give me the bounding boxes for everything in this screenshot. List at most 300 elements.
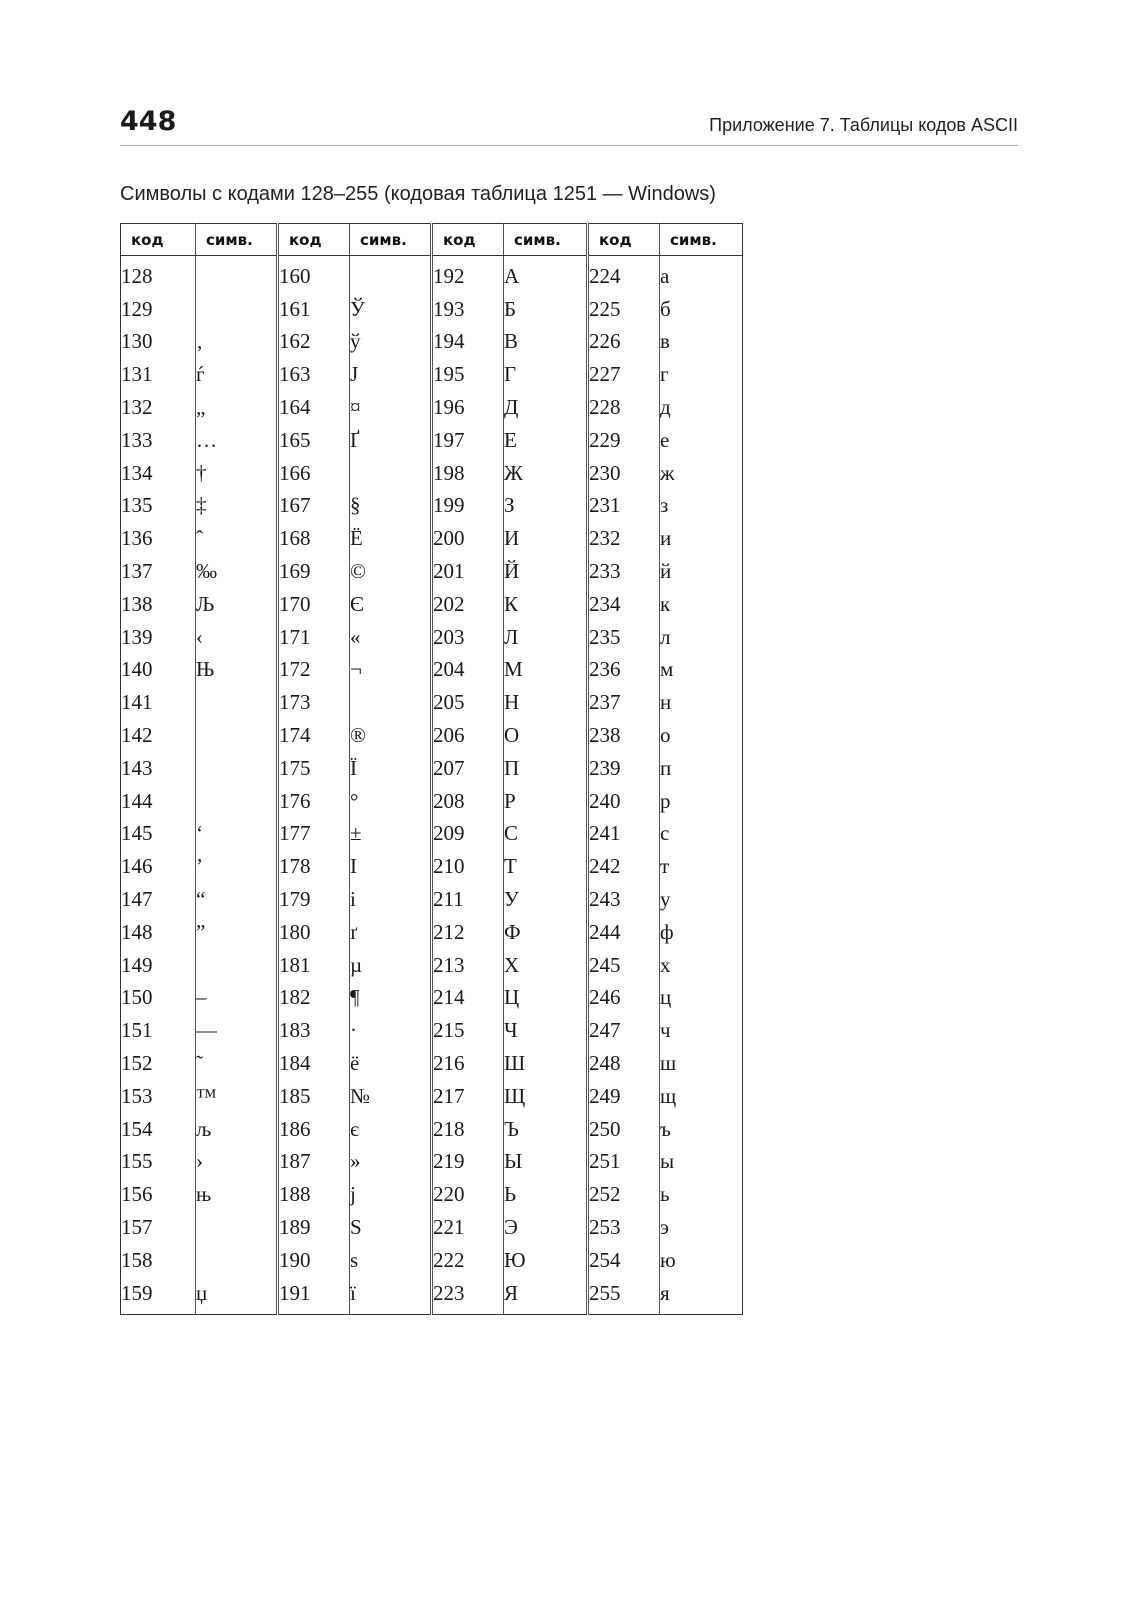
code-cell: 153 — [121, 1083, 153, 1108]
code-cell: 192 — [432, 256, 504, 293]
table-row — [121, 621, 743, 654]
symbol-cell: µ — [350, 949, 432, 982]
symbol-cell: р — [660, 785, 743, 818]
code-cell: 239 — [588, 752, 660, 785]
table-row — [121, 850, 743, 883]
symbol-cell: ° — [350, 785, 432, 818]
symbol-cell: ѓ — [196, 358, 278, 391]
symbol-cell: Ж — [504, 457, 588, 490]
code-cell: 248 — [588, 1047, 660, 1080]
code-cell: 129 — [121, 296, 153, 321]
table-row — [121, 1047, 743, 1080]
symbol-cell: д — [660, 391, 743, 424]
symbol-cell: й — [660, 555, 743, 588]
symbol-cell: з — [660, 490, 743, 523]
symbol-cell: ‹ — [196, 621, 278, 654]
symbol-cell: ч — [660, 1014, 743, 1047]
code-cell: 180 — [278, 916, 350, 949]
code-cell: 175 — [278, 752, 350, 785]
code-cell: 191 — [278, 1277, 350, 1314]
symbol-cell: щ — [660, 1080, 743, 1113]
code-cell: 219 — [432, 1146, 504, 1179]
symbol-cell: Е — [504, 424, 588, 457]
table-row — [121, 654, 743, 687]
symbol-cell: ¬ — [350, 654, 432, 687]
code-cell: 226 — [588, 326, 660, 359]
symbol-cell: и — [660, 522, 743, 555]
symbol-cell: Њ — [196, 654, 278, 687]
symbol-cell: Ў — [350, 293, 432, 326]
symbol-cell — [196, 1244, 278, 1277]
table-row — [121, 326, 743, 359]
symbol-cell — [196, 1211, 278, 1244]
code-cell: 195 — [432, 358, 504, 391]
code-cell: 210 — [432, 850, 504, 883]
symbol-cell: Ы — [504, 1146, 588, 1179]
code-cell: 254 — [588, 1244, 660, 1277]
symbol-cell: ¤ — [350, 391, 432, 424]
table-row — [121, 256, 743, 293]
code-cell: 146 — [121, 854, 153, 879]
symbol-cell: В — [504, 326, 588, 359]
code-cell: 213 — [432, 949, 504, 982]
table-body — [121, 256, 743, 1315]
symbol-cell: З — [504, 490, 588, 523]
symbol-cell: т — [660, 850, 743, 883]
symbol-cell: И — [504, 522, 588, 555]
symbol-cell: ю — [660, 1244, 743, 1277]
code-cell: 182 — [278, 982, 350, 1015]
code-cell: 246 — [588, 982, 660, 1015]
symbol-cell — [196, 686, 278, 719]
symbol-cell: г — [660, 358, 743, 391]
symbol-cell: А — [504, 256, 588, 293]
symbol-cell: Т — [504, 850, 588, 883]
symbol-cell: ж — [660, 457, 743, 490]
code-cell: 186 — [278, 1113, 350, 1146]
symbol-cell: У — [504, 883, 588, 916]
symbol-cell: Й — [504, 555, 588, 588]
code-cell: 224 — [588, 256, 660, 293]
table-row — [121, 883, 743, 916]
code-cell: 136 — [121, 526, 153, 551]
symbol-cell — [196, 785, 278, 818]
code-cell: 148 — [121, 919, 153, 944]
code-cell: 202 — [432, 588, 504, 621]
symbol-cell — [196, 256, 278, 293]
symbol-cell: ј — [350, 1178, 432, 1211]
code-cell: 249 — [588, 1080, 660, 1113]
code-cell: 139 — [121, 624, 153, 649]
code-cell: 174 — [278, 719, 350, 752]
symbol-cell: № — [350, 1080, 432, 1113]
column-header-code: код — [278, 224, 350, 256]
symbol-cell: э — [660, 1211, 743, 1244]
symbol-cell: є — [350, 1113, 432, 1146]
symbol-cell: Э — [504, 1211, 588, 1244]
symbol-cell: љ — [196, 1113, 278, 1146]
code-cell: 231 — [588, 490, 660, 523]
code-cell: 177 — [278, 818, 350, 851]
code-cell: 168 — [278, 522, 350, 555]
code-cell: 138 — [121, 591, 153, 616]
symbol-cell: Ю — [504, 1244, 588, 1277]
table-row — [121, 785, 743, 818]
code-cell: 233 — [588, 555, 660, 588]
code-cell: 157 — [121, 1215, 153, 1239]
symbol-cell: ф — [660, 916, 743, 949]
symbol-cell: ‡ — [196, 490, 278, 523]
table-row — [121, 752, 743, 785]
symbol-cell — [350, 686, 432, 719]
code-cell: 232 — [588, 522, 660, 555]
symbol-cell: – — [196, 982, 278, 1015]
code-cell: 150 — [121, 985, 153, 1010]
code-cell: 131 — [121, 362, 153, 387]
symbol-cell: © — [350, 555, 432, 588]
code-cell: 161 — [278, 293, 350, 326]
code-cell: 141 — [121, 690, 153, 715]
table-row — [121, 982, 743, 1015]
code-cell: 162 — [278, 326, 350, 359]
code-cell: 253 — [588, 1211, 660, 1244]
code-cell: 204 — [432, 654, 504, 687]
table-row — [121, 949, 743, 982]
symbol-cell: і — [350, 883, 432, 916]
symbol-cell: с — [660, 818, 743, 851]
code-cell: 229 — [588, 424, 660, 457]
symbol-cell: Ё — [350, 522, 432, 555]
code-cell: 223 — [432, 1277, 504, 1314]
table-row — [121, 490, 743, 523]
code-cell: 198 — [432, 457, 504, 490]
symbol-cell: — — [196, 1014, 278, 1047]
symbol-cell: Ь — [504, 1178, 588, 1211]
code-cell: 237 — [588, 686, 660, 719]
code-cell: 142 — [121, 723, 153, 748]
symbol-cell: † — [196, 457, 278, 490]
symbol-cell: в — [660, 326, 743, 359]
symbol-cell: ы — [660, 1146, 743, 1179]
code-cell: 197 — [432, 424, 504, 457]
symbol-cell: Ј — [350, 358, 432, 391]
symbol-cell: н — [660, 686, 743, 719]
code-cell: 250 — [588, 1113, 660, 1146]
code-cell: 227 — [588, 358, 660, 391]
symbol-cell: ‰ — [196, 555, 278, 588]
symbol-cell: Ш — [504, 1047, 588, 1080]
code-cell: 209 — [432, 818, 504, 851]
code-cell: 222 — [432, 1244, 504, 1277]
code-cell: 235 — [588, 621, 660, 654]
code-cell: 132 — [121, 395, 153, 420]
code-cell: 145 — [121, 821, 153, 846]
code-cell: 193 — [432, 293, 504, 326]
code-cell: 172 — [278, 654, 350, 687]
code-cell: 158 — [121, 1247, 153, 1272]
symbol-cell: Н — [504, 686, 588, 719]
code-table — [120, 223, 743, 1315]
code-cell: 133 — [121, 427, 153, 452]
table-row — [121, 293, 743, 326]
symbol-cell: П — [504, 752, 588, 785]
running-header: Приложение 7. Таблицы кодов ASCII — [709, 115, 1018, 135]
table-row — [121, 391, 743, 424]
table-row — [121, 555, 743, 588]
symbol-cell: Є — [350, 588, 432, 621]
table-row — [121, 522, 743, 555]
code-cell: 199 — [432, 490, 504, 523]
symbol-cell: у — [660, 883, 743, 916]
table-row — [121, 1146, 743, 1179]
symbol-cell: Я — [504, 1277, 588, 1314]
symbol-cell: х — [660, 949, 743, 982]
symbol-cell: ˜ — [196, 1047, 278, 1080]
symbol-cell: Ъ — [504, 1113, 588, 1146]
code-cell: 225 — [588, 293, 660, 326]
symbol-cell: ’ — [196, 850, 278, 883]
code-cell: 155 — [121, 1149, 153, 1174]
header-divider — [120, 145, 1018, 146]
symbol-cell: Ѕ — [350, 1211, 432, 1244]
code-cell: 163 — [278, 358, 350, 391]
symbol-cell: ё — [350, 1047, 432, 1080]
table-row — [121, 1014, 743, 1047]
symbol-cell: о — [660, 719, 743, 752]
symbol-cell: е — [660, 424, 743, 457]
table-row — [121, 358, 743, 391]
symbol-cell: Ф — [504, 916, 588, 949]
code-cell: 247 — [588, 1014, 660, 1047]
symbol-cell: ” — [196, 916, 278, 949]
code-cell: 130 — [121, 329, 153, 354]
table-row — [121, 1080, 743, 1113]
code-cell: 252 — [588, 1178, 660, 1211]
code-cell: 144 — [121, 788, 153, 813]
symbol-cell: Р — [504, 785, 588, 818]
symbol-cell: Љ — [196, 588, 278, 621]
symbol-cell: Ч — [504, 1014, 588, 1047]
code-cell: 238 — [588, 719, 660, 752]
symbol-cell: О — [504, 719, 588, 752]
symbol-cell: ц — [660, 982, 743, 1015]
symbol-cell: џ — [196, 1277, 278, 1314]
symbol-cell: я — [660, 1277, 743, 1314]
code-cell: 134 — [121, 460, 153, 485]
code-cell: 255 — [588, 1277, 660, 1314]
code-cell: 207 — [432, 752, 504, 785]
code-cell: 194 — [432, 326, 504, 359]
column-header-symbol: симв. — [350, 224, 432, 256]
table-row — [121, 916, 743, 949]
table-row — [121, 1244, 743, 1277]
symbol-cell: Щ — [504, 1080, 588, 1113]
code-cell: 176 — [278, 785, 350, 818]
symbol-cell: к — [660, 588, 743, 621]
code-cell: 189 — [278, 1211, 350, 1244]
symbol-cell: „ — [196, 391, 278, 424]
symbol-cell: ш — [660, 1047, 743, 1080]
code-cell: 206 — [432, 719, 504, 752]
symbol-cell: “ — [196, 883, 278, 916]
table-row — [121, 818, 743, 851]
code-cell: 185 — [278, 1080, 350, 1113]
code-cell: 160 — [278, 256, 350, 293]
code-cell: 215 — [432, 1014, 504, 1047]
code-cell: 143 — [121, 755, 153, 780]
code-cell: 243 — [588, 883, 660, 916]
symbol-cell: К — [504, 588, 588, 621]
symbol-cell: б — [660, 293, 743, 326]
table-row — [121, 1113, 743, 1146]
code-cell: 214 — [432, 982, 504, 1015]
code-cell: 171 — [278, 621, 350, 654]
code-cell: 216 — [432, 1047, 504, 1080]
code-cell: 166 — [278, 457, 350, 490]
symbol-cell: Ґ — [350, 424, 432, 457]
code-cell: 221 — [432, 1211, 504, 1244]
code-cell: 220 — [432, 1178, 504, 1211]
symbol-cell: ® — [350, 719, 432, 752]
symbol-cell: Ц — [504, 982, 588, 1015]
code-cell: 205 — [432, 686, 504, 719]
code-cell: 245 — [588, 949, 660, 982]
column-header-symbol: симв. — [504, 224, 588, 256]
code-cell: 137 — [121, 559, 153, 584]
column-header-symbol: симв. — [196, 224, 278, 256]
symbol-cell: м — [660, 654, 743, 687]
symbol-cell: Д — [504, 391, 588, 424]
code-cell: 234 — [588, 588, 660, 621]
table-header-row — [121, 224, 743, 256]
column-header-code: код — [121, 224, 196, 256]
symbol-cell: ў — [350, 326, 432, 359]
code-cell: 211 — [432, 883, 504, 916]
symbol-cell: њ — [196, 1178, 278, 1211]
table-row — [121, 1211, 743, 1244]
code-cell: 164 — [278, 391, 350, 424]
symbol-cell: ± — [350, 818, 432, 851]
code-cell: 167 — [278, 490, 350, 523]
symbol-cell: ‘ — [196, 818, 278, 851]
code-cell: 159 — [121, 1280, 153, 1305]
code-cell: 196 — [432, 391, 504, 424]
symbol-cell: Х — [504, 949, 588, 982]
symbol-cell — [196, 949, 278, 982]
symbol-cell: ґ — [350, 916, 432, 949]
code-cell: 242 — [588, 850, 660, 883]
symbol-cell: Л — [504, 621, 588, 654]
symbol-cell: ‚ — [196, 326, 278, 359]
table-row — [121, 686, 743, 719]
table-row — [121, 457, 743, 490]
symbol-cell: а — [660, 256, 743, 293]
column-header-code: код — [588, 224, 660, 256]
symbol-cell: · — [350, 1014, 432, 1047]
symbol-cell: Г — [504, 358, 588, 391]
table-row — [121, 424, 743, 457]
symbol-cell: ї — [350, 1277, 432, 1314]
symbol-cell: … — [196, 424, 278, 457]
code-cell: 201 — [432, 555, 504, 588]
code-cell: 140 — [121, 657, 153, 682]
column-header-code: код — [432, 224, 504, 256]
symbol-cell: С — [504, 818, 588, 851]
symbol-cell: І — [350, 850, 432, 883]
code-cell: 181 — [278, 949, 350, 982]
table-row — [121, 1277, 743, 1314]
code-cell: 183 — [278, 1014, 350, 1047]
code-cell: 135 — [121, 493, 153, 518]
code-cell: 178 — [278, 850, 350, 883]
table-caption: Символы с кодами 128–255 (кодовая таблица 1251 — Windows) — [120, 183, 716, 205]
code-cell: 251 — [588, 1146, 660, 1179]
code-cell: 244 — [588, 916, 660, 949]
code-cell: 203 — [432, 621, 504, 654]
symbol-cell — [196, 719, 278, 752]
page-number: 448 — [120, 106, 177, 137]
code-cell: 187 — [278, 1146, 350, 1179]
symbol-cell: » — [350, 1146, 432, 1179]
symbol-cell: ь — [660, 1178, 743, 1211]
symbol-cell: ™ — [196, 1080, 278, 1113]
symbol-cell: ъ — [660, 1113, 743, 1146]
symbol-cell: М — [504, 654, 588, 687]
code-cell: 190 — [278, 1244, 350, 1277]
code-cell: 173 — [278, 686, 350, 719]
code-cell: 208 — [432, 785, 504, 818]
symbol-cell: › — [196, 1146, 278, 1179]
symbol-cell: « — [350, 621, 432, 654]
code-cell: 240 — [588, 785, 660, 818]
code-cell: 230 — [588, 457, 660, 490]
code-cell: 165 — [278, 424, 350, 457]
code-cell: 169 — [278, 555, 350, 588]
table-row — [121, 719, 743, 752]
symbol-cell: Ї — [350, 752, 432, 785]
code-cell: 149 — [121, 952, 153, 977]
code-cell: 184 — [278, 1047, 350, 1080]
code-cell: 151 — [121, 1018, 153, 1043]
code-cell: 228 — [588, 391, 660, 424]
code-cell: 128 — [121, 263, 153, 288]
symbol-cell: ˆ — [196, 522, 278, 555]
code-cell: 241 — [588, 818, 660, 851]
code-cell: 179 — [278, 883, 350, 916]
symbol-cell: л — [660, 621, 743, 654]
code-cell: 170 — [278, 588, 350, 621]
symbol-cell — [350, 256, 432, 293]
symbol-cell: ¶ — [350, 982, 432, 1015]
code-cell: 188 — [278, 1178, 350, 1211]
code-cell: 212 — [432, 916, 504, 949]
symbol-cell: ѕ — [350, 1244, 432, 1277]
code-cell: 200 — [432, 522, 504, 555]
symbol-cell — [350, 457, 432, 490]
code-cell: 147 — [121, 887, 153, 912]
symbol-cell: Б — [504, 293, 588, 326]
code-cell: 156 — [121, 1182, 153, 1207]
symbol-cell — [196, 293, 278, 326]
table-row — [121, 1178, 743, 1211]
table-row — [121, 588, 743, 621]
code-cell: 154 — [121, 1116, 153, 1141]
symbol-cell — [196, 752, 278, 785]
symbol-cell: § — [350, 490, 432, 523]
symbol-cell: п — [660, 752, 743, 785]
code-cell: 236 — [588, 654, 660, 687]
code-cell: 217 — [432, 1080, 504, 1113]
